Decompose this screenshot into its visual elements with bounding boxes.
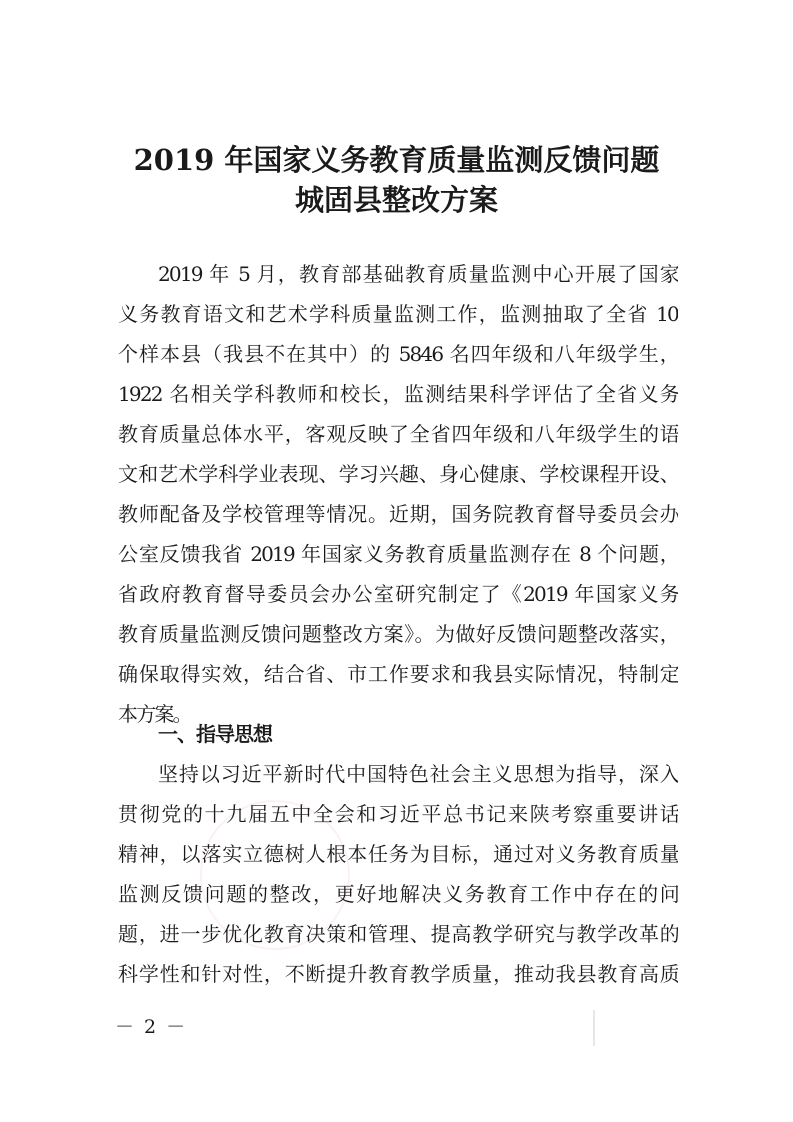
- paragraph-line: 文和艺术学科学业表现、学习兴趣、身心健康、学校课程开设、: [118, 462, 678, 486]
- paragraph-line: 科学性和针对性，不断提升教育教学质量，推动我县教育高质: [118, 962, 678, 986]
- paragraph-line: 本方案。: [118, 702, 191, 726]
- paragraph-line: 义务教育语文和艺术学科质量监测工作，监测抽取了全省 10: [118, 302, 678, 326]
- paragraph-line: 题，进一步优化教育决策和管理、提高教学研究与教学改革的: [118, 922, 678, 946]
- paragraph-line: 贯彻党的十九届五中全会和习近平总书记来陕考察重要讲话: [118, 802, 678, 826]
- paragraph-line: 精神，以落实立德树人根本任务为目标，通过对义务教育质量: [118, 842, 678, 866]
- section-paragraph: [118, 754, 678, 994]
- paragraph-line: 公室反馈我省 2019 年国家义务教育质量监测存在 8 个问题，: [118, 542, 678, 566]
- intro-paragraph: [118, 254, 678, 734]
- paragraph-line: 教育质量总体水平，客观反映了全省四年级和八年级学生的语: [118, 422, 678, 446]
- paragraph-line: 2019 年 5 月，教育部基础教育质量监测中心开展了国家: [158, 262, 678, 286]
- paragraph-line: 教育质量监测反馈问题整改方案》。为做好反馈问题整改落实，: [118, 622, 678, 646]
- document-title-line-2: 城固县整改方案: [294, 183, 498, 217]
- section-heading-guiding-ideology: 一、指导思想: [158, 722, 272, 746]
- paragraph-line: 监测反馈问题的整改，更好地解决义务教育工作中存在的问: [118, 882, 678, 906]
- paragraph-line: 1922 名相关学科教师和校长，监测结果科学评估了全省义务: [118, 382, 678, 406]
- paragraph-line: 教师配备及学校管理等情况。近期，国务院教育督导委员会办: [118, 502, 678, 526]
- paragraph-line: 坚持以习近平新时代中国特色社会主义思想为指导，深入: [158, 762, 678, 786]
- paragraph-line: 省政府教育督导委员会办公室研究制定了《2019 年国家义务: [118, 582, 678, 606]
- paragraph-line: 个样本县（我县不在其中）的 5846 名四年级和八年级学生，: [118, 342, 678, 366]
- document-title-line-1: 2019 年国家义务教育质量监测反馈问题: [133, 143, 660, 177]
- paragraph-line: 确保取得实效，结合省、市工作要求和我县实际情况，特制定: [118, 662, 678, 686]
- page-number: － 2 －: [115, 1016, 188, 1038]
- scan-artifact-line: [593, 1010, 595, 1046]
